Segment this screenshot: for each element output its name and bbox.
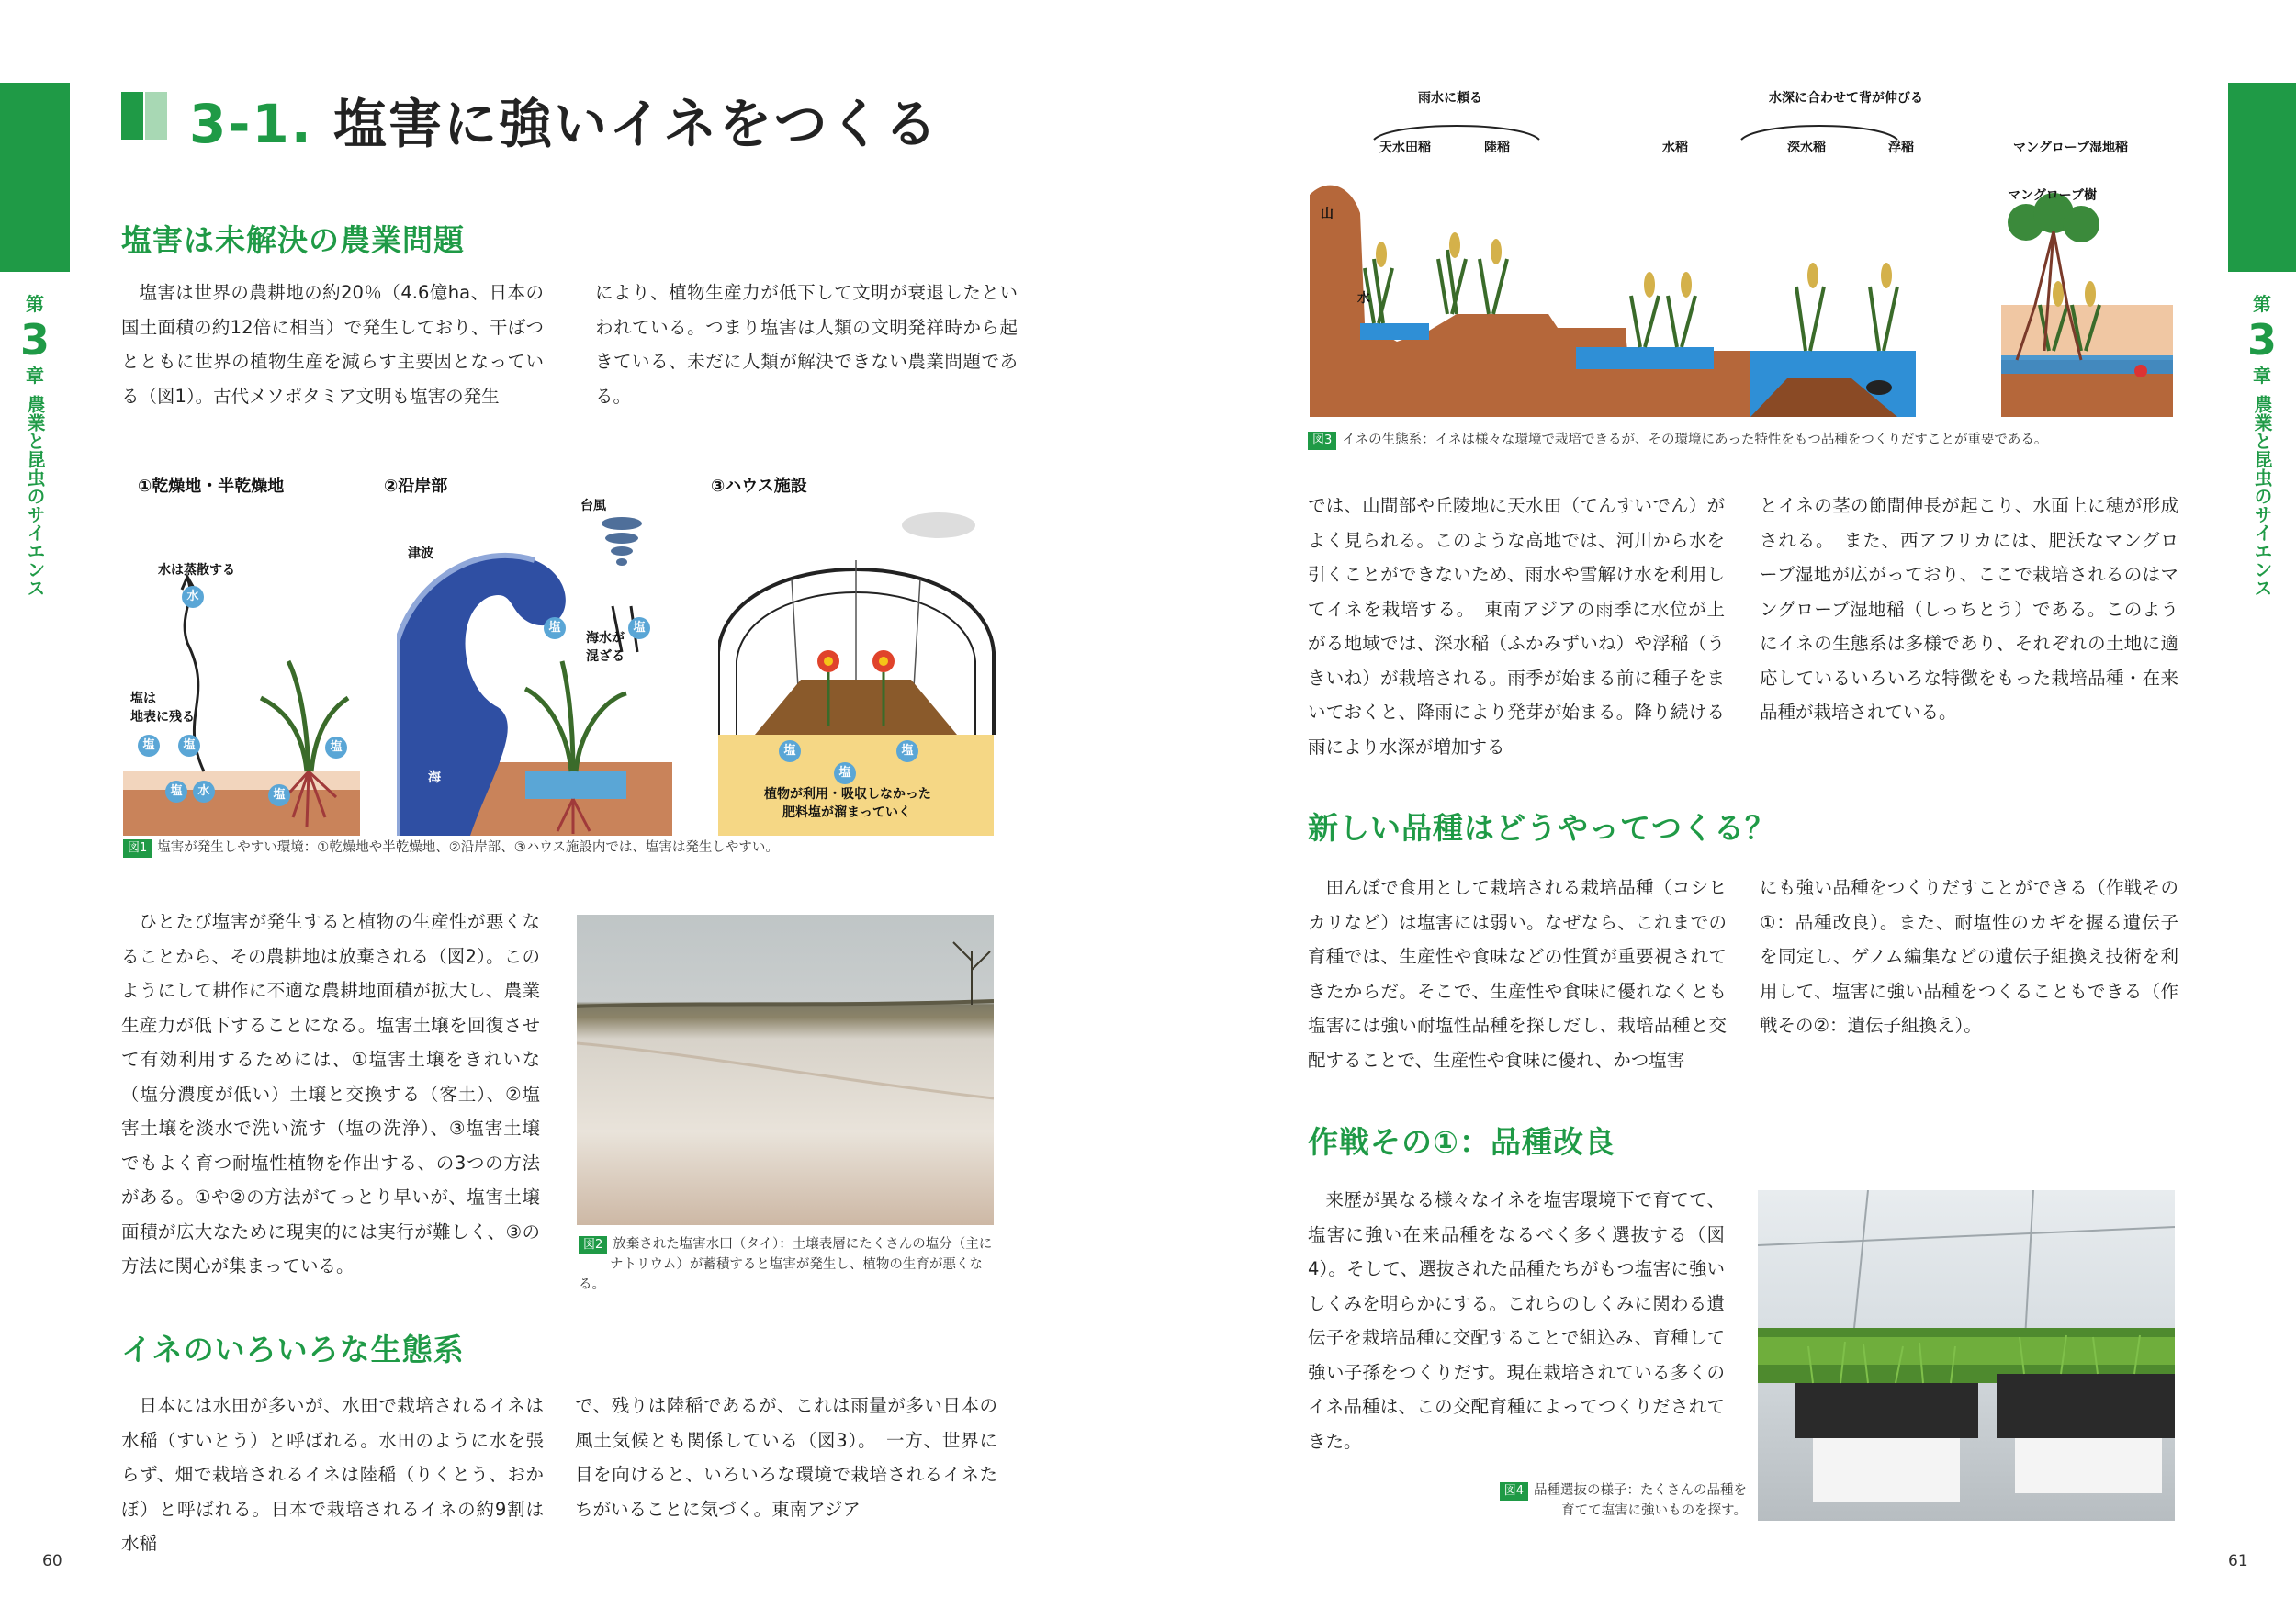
fig3-mountain-label: 山 [1321,207,1334,221]
fig1-typhoon-label: 台風 [580,499,606,513]
s2b-col1: では、山間部や丘陵地に天水田（てんすいでん）がよく見られる。このような高地では、河川から水を引くことができないため、雨水や雪解け水を利用してイネを栽培する。 東南アジアの雨季に水位が上がる地域では、深水稲（ふかみずいね）や浮稲（うきいね）が栽培される。雨季が始まる前に種子をまいておくと、降雨により発芽が始まる。降り続ける雨により水深が増加する [1308,495,1725,758]
fig1-salt-icon: 塩 [779,740,801,762]
s1-col2: により、植物生産力が低下して文明が衰退したといわれている。つまり塩害は人類の文明発祥時から起きている、未だに人類が解決できない農業問題である。 [595,282,1018,407]
s3-col1: 田んぼで食用として栽培される栽培品種（コシヒカリなど）は塩害には弱い。なぜなら、これまでの育種では、生産性や食味などの性質が重要視されてきたからだ。そこで、生産性や食味に優れなくとも塩害には強い耐塩性品種を探しだし、栽培品種と交配することで、生産性や食味に優れ、かつ塩害 [1308,877,1727,1071]
title-bar-decoration [121,92,174,140]
fig1-salt-icon: 塩 [268,784,290,806]
fig4-badge: 図4 [1500,1482,1528,1501]
heading-rice-ecosystems: イネのいろいろな生態系 [121,1332,465,1367]
fig2-caption: 図2 放棄された塩害水田（タイ）：土壌表層にたくさんの塩分（主に ナトリウム）が蓄積すると塩害が発生し、植物の生育が悪くなる。 [579,1237,993,1292]
fig1-salt-remains-2: 地表に残る [130,710,195,725]
s2-col2: で、残りは陸稲であるが、これは雨量が多い日本の風土気候とも関係している（図3）。 一方、世界に目を向けると、いろいろな環境で栽培されるイネたちがいることに気づく。東南アジア [575,1395,997,1520]
fig1-badge: 図1 [123,839,152,858]
fig4-photo-greenhouse [1758,1190,2175,1521]
fig1-panel2-illustration [397,505,672,836]
fig1-salt-icon: 塩 [896,740,918,762]
fig3-type-label: 水稲 [1662,141,1688,155]
fig3-mangrove-label: マングローブ樹 [2008,188,2098,203]
fig1-water-bubble: 水 [193,781,215,803]
fig4-caption: 図4 品種選抜の様子：たくさんの品種を 育てて塩害に強いものを探す。 [1490,1480,1747,1521]
fig1-salt-icon: 塩 [165,781,187,803]
fig1-panel1-title: ①乾燥地・半乾燥地 [138,477,285,496]
s2b-col2: とイネの茎の節間伸長が起こり、水面上に穂が形成される。 また、西アフリカには、肥沃なマングローブ湿地が広がっており、ここで栽培されるのはマングローブ湿地稲（しっちとう）である。このようにイネの生態系は多様であり、それぞれの土地に適応しているいろいろな特徴をもった栽培品種・在来品種が栽培されている。 [1760,495,2178,723]
fig3-water-label: 水 [1357,291,1370,306]
page-number-left: 60 [42,1552,62,1570]
s1-col1: 塩害は世界の農耕地の約20％（4.6億ha、日本の国土面積の約12倍に相当）で発生しており、干ばつとともに世界の植物生産を減らす主要因となっている（図1）。古代メソポタミア文明も塩害の発生 [121,282,544,407]
fig2-photo-salt-field [577,915,994,1225]
s4-text: 来歴が異なる様々なイネを塩害環境下で育てて、塩害に強い在来品種をなるべく多く選抜する（図4）。そして、選抜された品種たちがもつ塩害に強いしくみを明らかにする。これらのしくみに関わる遺伝子を栽培品種に交配することで組込み、育種して強い子孫をつくりだす。現在栽培されている多くのイネ品種は、この交配育種によってつくりだされてきた。 [1308,1189,1725,1452]
title-number: 3-1. [189,93,313,155]
fig1-fertilizer-note-1: 植物が利用・吸収しなかった [764,787,931,802]
fig1-seawater-1: 海水が [586,631,625,646]
heading-new-varieties: 新しい品種はどうやってつくる？ [1308,810,1776,846]
fig1-seawater-2: 混ざる [586,649,625,664]
fig1-salt-icon: 塩 [325,737,347,759]
fig1-salt-icon: 塩 [628,617,650,639]
chapter-tab-right [2228,83,2296,272]
fig1-panel2-title: ②沿岸部 [384,477,448,496]
fig3-group2-label: 水深に合わせて背が伸びる [1769,91,1923,106]
fig1-salt-icon: 塩 [834,762,856,784]
fig1-sea-label: 海 [428,771,441,785]
s2-col1: 日本には水田が多いが、水田で栽培されるイネは水稲（すいとう）と呼ばれる。水田のように水を張らず、畑で栽培されるイネは陸稲（りくとう、おかぼ）と呼ばれる。日本で栽培されるイネの約9割は水稲 [121,1395,544,1554]
figure-3 [1310,84,2173,417]
fig1-caption: 図1 塩害が発生しやすい環境：①乾燥地や半乾燥地、②沿岸部、③ハウス施設内では、塩害は発生しやすい。 [123,838,1005,858]
fig1-salt-icon: 塩 [138,735,160,757]
s1b-text: ひとたび塩害が発生すると植物の生産性が悪くなることから、その農耕地は放棄される（図2）。このようにして耕作に不適な農耕地面積が拡大し、農業生産力が低下することになる。塩害土壌を回復させて有効利用するためには、①塩害土壌をきれいな（塩分濃度が低い）土壌と交換する（客土）、②塩害土壌を淡水で洗い流す（塩の洗浄）、③塩害土壌でもよく育つ耐塩性植物を作出する、の3つの方法がある。①や②の方法がてっとり早いが、塩害土壌面積が広大なために現実的には実行が難しく、③の方法に関心が集まっている。 [121,911,540,1277]
heading-salt-damage: 塩害は未解決の農業問題 [121,222,465,258]
fig3-type-label: 深水稲 [1787,141,1826,155]
title-text: 塩害に強いイネをつくる [333,93,940,155]
figure-1 [121,468,1003,836]
fig1-salt-remains-1: 塩は [130,692,156,706]
fig3-badge: 図3 [1308,432,1336,450]
fig1-salt-icon: 塩 [544,617,566,639]
fig3-type-label: マングローブ湿地稲 [2013,141,2129,155]
page-title [189,81,939,158]
page-number-right: 61 [2228,1552,2248,1570]
fig1-fertilizer-note-2: 肥料塩が溜まっていく [782,805,911,820]
fig3-caption: 図3 イネの生態系：イネは様々な環境で栽培できるが、その環境にあった特性をもつ品種をつくりだすことが重要である。 [1308,430,2171,450]
heading-strategy-1: 作戦その①：品種改良 [1308,1124,1615,1160]
fig1-panel1-illustration [123,505,362,836]
chapter-label-left: 第 3 章 農業と昆虫のサイエンス [19,293,50,597]
fig3-type-label: 浮稲 [1888,141,1914,155]
fig1-salt-icon: 塩 [178,735,200,757]
chapter-label-right: 第 3 章 農業と昆虫のサイエンス [2246,293,2277,597]
fig3-group1-label: 雨水に頼る [1418,91,1482,106]
fig3-type-label: 天水田稲 [1379,141,1431,155]
fig2-badge: 図2 [579,1236,607,1254]
fig3-type-label: 陸稲 [1484,141,1510,155]
fig3-ecosystem-illustration [1310,167,2173,417]
fig1-water-bubble: 水 [182,586,204,608]
fig1-panel3-title: ③ハウス施設 [711,477,807,496]
s3-col2: にも強い品種をつくりだすことができる（作戦その①：品種改良）。また、耐塩性のカギを握る遺伝子を同定し、ゲノム編集などの遺伝子組換え技術を利用して、塩害に強い品種をつくることもできる（作戦その②：遺伝子組換え）。 [1760,877,2178,1036]
fig3-pond-label: ため池 [1579,313,1617,328]
fig1-tsunami-label: 津波 [408,546,433,561]
chapter-tab-left [0,83,70,272]
fig1-evap-label: 水は蒸散する [158,563,235,578]
